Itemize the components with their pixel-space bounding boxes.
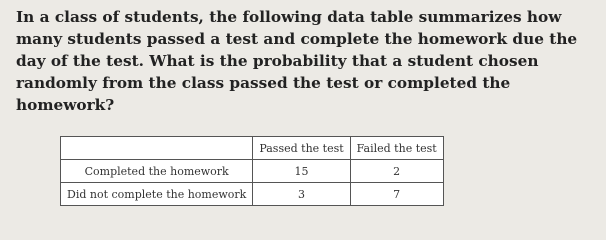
row-label-did-not-complete-homework: Did not complete the homework [61, 183, 253, 206]
cell-completed-passed: 15 [253, 160, 350, 183]
cell-not-completed-failed: 7 [350, 183, 443, 206]
cell-not-completed-passed: 3 [253, 183, 350, 206]
row-label-completed-homework: Completed the homework [61, 160, 253, 183]
table-row [61, 183, 444, 206]
table-header-row [61, 137, 444, 160]
data-table [60, 136, 444, 206]
table-corner-cell [61, 137, 253, 160]
question-text: In a class of students, the following data table summarizes how many students passed a test and complete the homework due the day of the test. What is the probability that a student chosen randomly from the class passed the test or completed the homework? [16, 8, 578, 114]
header-passed-the-test: Passed the test [253, 137, 350, 160]
header-failed-the-test: Failed the test [350, 137, 443, 160]
cell-completed-failed: 2 [350, 160, 443, 183]
table-row [61, 160, 444, 183]
